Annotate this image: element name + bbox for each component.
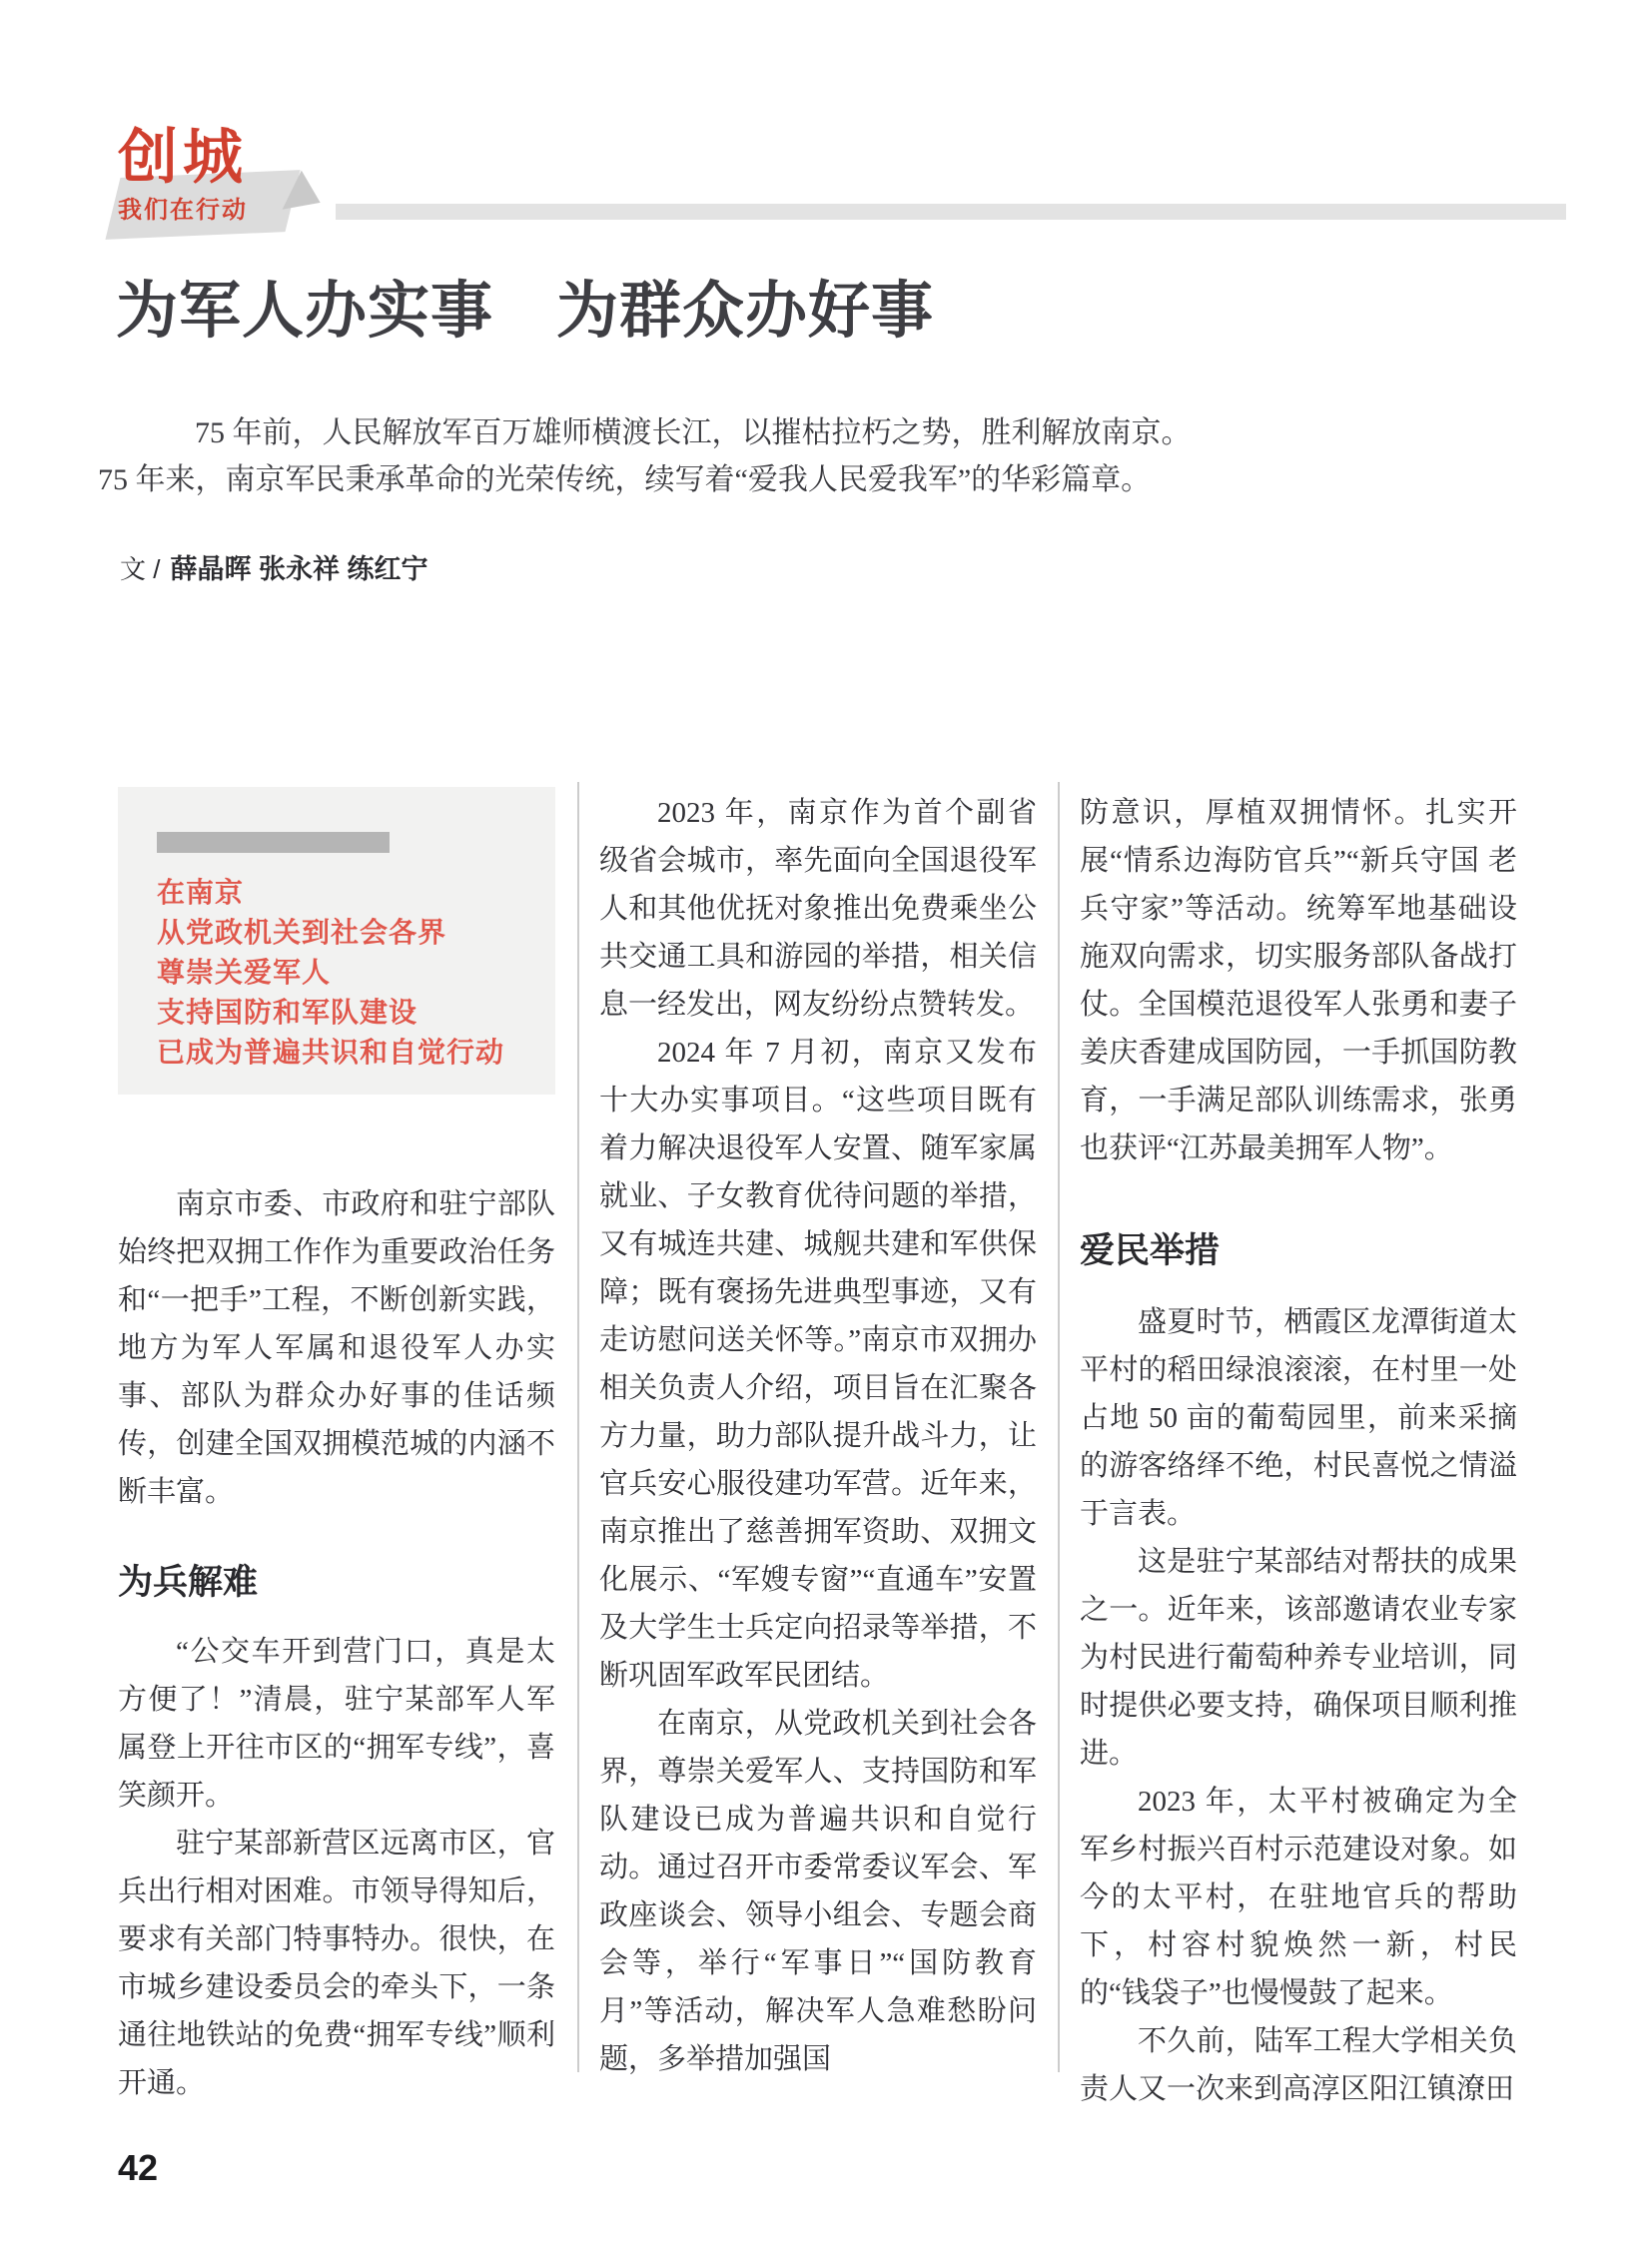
intro-line: 75 年来，南京军民秉承革命的光荣传统，续写着“爱我人民爱我军”的华彩篇章。 xyxy=(98,463,1152,496)
body-paragraph: 南京市委、市政府和驻宁部队始终把双拥工作作为重要政治任务和“一把手”工程，不断创新实践，地方为军人军属和退役军人办实事、部队为群众办好事的佳话频传，创建全国双拥模范城的内涵不断丰富。 xyxy=(118,1188,555,1508)
logo-title: 创城 xyxy=(118,124,248,191)
section-heading: 爱民举措 xyxy=(1080,1231,1221,1270)
quote-accent-bar xyxy=(157,832,390,853)
byline-authors: 薛晶晖 张永祥 练红宁 xyxy=(170,554,428,584)
body-paragraph: “公交车开到营门口，真是太方便了！”清晨，驻宁某部军人军属登上开往市区的“拥军专线”，喜笑颜开。 xyxy=(118,1636,555,1812)
byline-prefix: 文 / xyxy=(120,554,161,584)
column-divider xyxy=(577,782,579,2072)
pull-quote-line: 从党政机关到社会各界 xyxy=(157,917,447,948)
pull-quote-line: 支持国防和军队建设 xyxy=(157,997,418,1028)
logo-slogan: 我们在行动 xyxy=(118,197,248,224)
section-heading: 为兵解难 xyxy=(118,1563,259,1602)
body-paragraph: 驻宁某部新营区远离市区，官兵出行相对困难。市领导得知后，要求有关部门特事特办。很快，在市城乡建设委员会的牵头下，一条通往地铁站的免费“拥军专线”顺利开通。 xyxy=(118,1828,555,2099)
masthead-logo xyxy=(118,126,348,224)
body-paragraph: 在南京，从党政机关到社会各界，尊崇关爱军人、支持国防和军队建设已成为普遍共识和自觉行动。通过召开市委常委议军会、军政座谈会、领导小组会、专题会商会等，举行“军事日”“国防教育月”等活动，解决军人急难愁盼问题，多举措加强国 xyxy=(599,1708,1037,2075)
pull-quote-line: 尊崇关爱军人 xyxy=(157,957,332,988)
byline xyxy=(120,552,427,586)
body-paragraph: 不久前，陆军工程大学相关负责人又一次来到高淳区阳江镇潦田 xyxy=(1080,2025,1517,2105)
article-title: 为军人办实事 为群众办好事 xyxy=(116,278,935,346)
pull-quote-text xyxy=(157,873,504,1073)
header-rule xyxy=(336,204,1566,220)
column-3 xyxy=(1080,789,1517,2113)
pull-quote-box xyxy=(118,787,555,1095)
pull-quote-line: 在南京 xyxy=(157,877,245,908)
pull-quote-line: 已成为普遍共识和自觉行动 xyxy=(157,1037,505,1068)
body-paragraph: 2024 年 7 月初，南京又发布十大办实事项目。“这些项目既有着力解决退役军人安置、随军家属就业、子女教育优待问题的举措，又有城连共建、城舰共建和军供保障；既有褒扬先进典型事迹，又有走访慰问送关怀等。”南京市双拥办相关负责人介绍，项目旨在汇聚各方力量，助力部队提升战斗力，让官兵安心服役建功军营。近年来，南京推出了慈善拥军资助、双拥文化展示、“军嫂专窗”“直通车”安置及大学生士兵定向招录等举措，不断巩固军政军民团结。 xyxy=(599,1037,1037,1692)
page-number: 42 xyxy=(118,2147,159,2188)
body-paragraph: 这是驻宁某部结对帮扶的成果之一。近年来，该部邀请农业专家为村民进行葡萄种养专业培训，同时提供必要支持，确保项目顺利推进。 xyxy=(1080,1546,1517,1770)
column-divider xyxy=(1058,782,1060,2072)
body-paragraph: 盛夏时节，栖霞区龙潭街道太平村的稻田绿浪滚滚，在村里一处占地 50 亩的葡萄园里，前来采摘的游客络绎不绝，村民喜悦之情溢于言表。 xyxy=(1080,1306,1517,1530)
column-2 xyxy=(599,789,1037,2083)
column-1 xyxy=(118,787,555,2107)
intro-line: 75 年前，人民解放军百万雄师横渡长江，以摧枯拉朽之势，胜利解放南京。 xyxy=(195,416,1192,449)
body-paragraph: 2023 年，太平村被确定为全军乡村振兴百村示范建设对象。如今的太平村，在驻地官兵的帮助下，村容村貌焕然一新，村民的“钱袋子”也慢慢鼓了起来。 xyxy=(1080,1786,1517,2009)
article-intro xyxy=(98,409,1197,503)
body-paragraph: 防意识，厚植双拥情怀。扎实开展“情系边海防官兵”“新兵守国 老兵守家”等活动。统筹军地基础设施双向需求，切实服务部队备战打仗。全国模范退役军人张勇和妻子姜庆香建成国防园，一手抓国防教育，一手满足部队训练需求，张勇也获评“江苏最美拥军人物”。 xyxy=(1080,797,1517,1164)
body-paragraph: 2023 年，南京作为首个副省级省会城市，率先面向全国退役军人和其他优抚对象推出免费乘坐公共交通工具和游园的举措，相关信息一经发出，网友纷纷点赞转发。 xyxy=(599,797,1037,1021)
